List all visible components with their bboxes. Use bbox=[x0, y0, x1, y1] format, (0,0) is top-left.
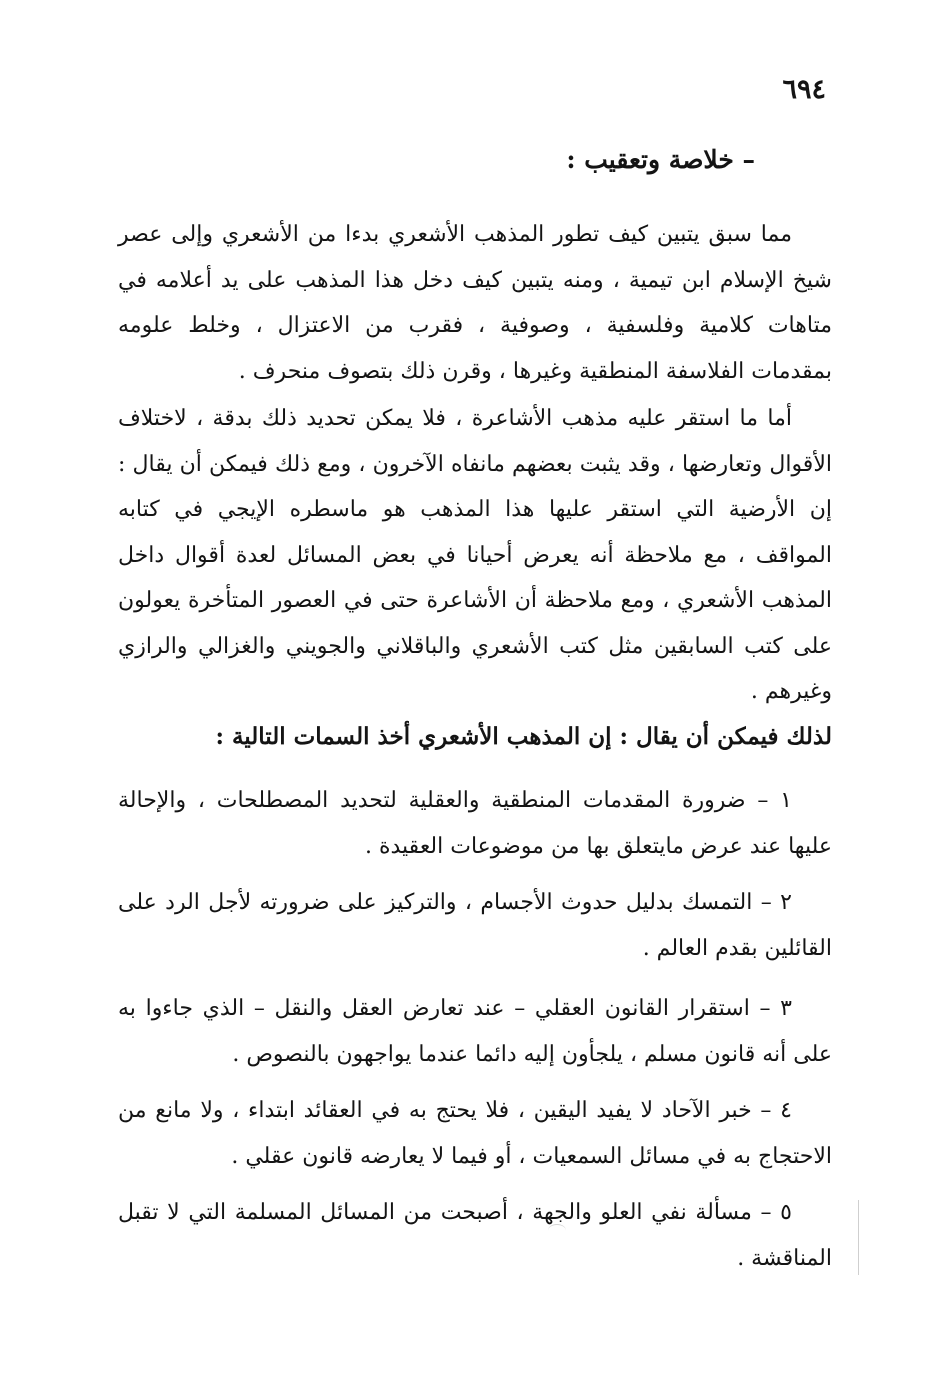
paragraph-settled-doctrine bbox=[118, 396, 832, 715]
list-item-text: – ضرورة المقدمات المنطقية والعقلية لتحديد المصطلحات ، والإحالة عليها عند عرض مايتعلق بها من موضوعات العقيدة . bbox=[118, 788, 832, 859]
list-item-number: ٢ bbox=[780, 890, 792, 915]
list-item-number: ٥ bbox=[780, 1200, 792, 1225]
paragraph-summary-development bbox=[118, 212, 832, 394]
summary-line-text: لذلك فيمكن أن يقال : إن المذهب الأشعري أخذ السمات التالية : bbox=[215, 723, 832, 750]
list-item bbox=[118, 1190, 832, 1281]
scan-edge-line bbox=[858, 1200, 859, 1275]
page-number: ٦٩٤ bbox=[782, 74, 826, 105]
summary-line bbox=[118, 714, 832, 760]
list-item-text: – استقرار القانون العقلي – عند تعارض العقل والنقل – الذي جاءوا به على أنه قانون مسلم ، يلجأون إليه دائما عندما يواجهون بالنصوص . bbox=[118, 996, 832, 1067]
list-item-text: – خبر الآحاد لا يفيد اليقين ، فلا يحتج به في العقائد ابتداء ، ولا مانع من الاحتجاج به في مسائل السمعيات ، أو فيما لا يعارضه قانون عقلي . bbox=[118, 1098, 832, 1169]
list-item bbox=[118, 778, 832, 869]
list-item-number: ٤ bbox=[780, 1098, 792, 1123]
list-item bbox=[118, 986, 832, 1077]
section-heading: – خلاصة وتعقيب : bbox=[566, 145, 755, 174]
list-item-text: – مسألة نفي العلو والجهة ، أصبحت من المسائل المسلمة التي لا تقبل المناقشة . bbox=[118, 1200, 832, 1271]
list-item bbox=[118, 880, 832, 971]
paragraph-text: مما سبق يتبين كيف تطور المذهب الأشعري بدءا من الأشعري وإلى عصر شيخ الإسلام ابن تيمية ، ومنه يتبين كيف دخل هذا المذهب على يد أعلامه في متاهات كلامية وفلسفية ، وصوفية ، فقرب من الاعتزال ، وخلط علومه بمقدمات الفلاسفة المنطقية وغيرها ، وقرن ذلك بتصوف منحرف . bbox=[118, 222, 832, 384]
list-item-text: – التمسك بدليل حدوث الأجسام ، والتركيز على ضرورته لأجل الرد على القائلين بقدم العالم . bbox=[118, 890, 832, 961]
scan-mark bbox=[548, 1224, 566, 1237]
list-item bbox=[118, 1088, 832, 1179]
list-item-number: ٣ bbox=[780, 996, 792, 1021]
list-item-number: ١ bbox=[780, 788, 792, 813]
paragraph-text: أما ما استقر عليه مذهب الأشاعرة ، فلا يمكن تحديد ذلك بدقة ، لاختلاف الأقوال وتعارضها ، وقد يثبت بعضهم مانفاه الآخرون ، ومع ذلك فيمكن أن يقال : إن الأرضية التي استقر عليها هذا المذهب هو ماسطره الإيجي في كتابه المواقف ، مع ملاحظة أنه يعرض أحيانا في بعض المسائل لعدة أقوال داخل المذهب الأشعري ، ومع ملاحظة أن الأشاعرة حتى في العصور المتأخرة يعولون على كتب السابقين مثل كتب الأشعري والباقلاني والجويني والغزالي والرازي وغيرهم . bbox=[118, 406, 832, 704]
